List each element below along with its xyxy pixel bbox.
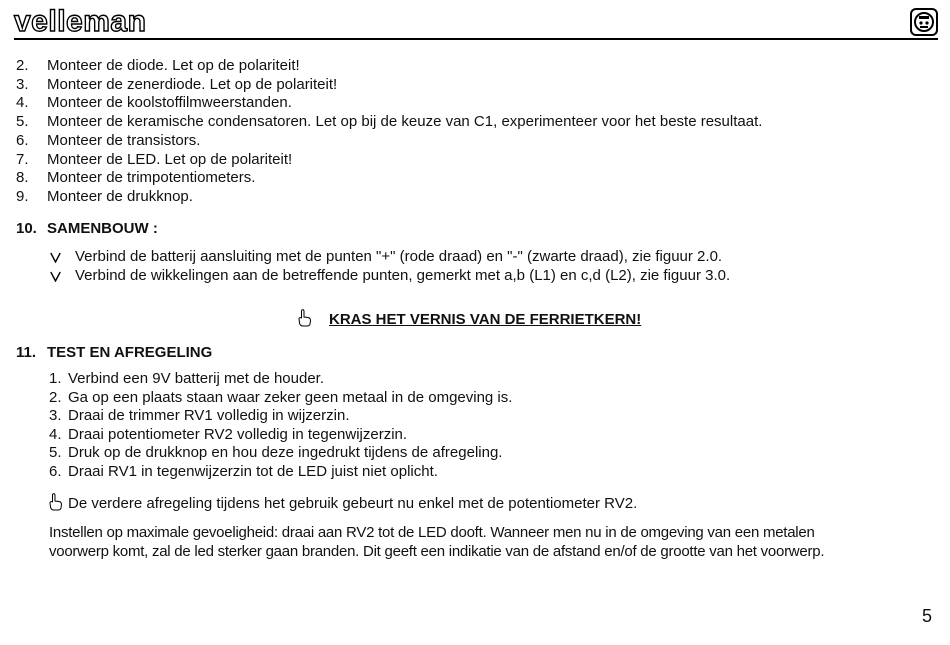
sensitivity-paragraph — [49, 523, 929, 561]
paragraph-line: voorwerp komt, zal de led sterker gaan branden. Dit geeft een indikatie van de afstand en/of de grootte van het voorwerp. — [49, 543, 825, 560]
warning-text: KRAS HET VERNIS VAN DE FERRIETKERN! — [329, 311, 642, 328]
page-header — [14, 6, 938, 40]
list-item: 1. Verbind een 9V batterij met de houder. — [49, 370, 325, 387]
velleman-logo: velleman — [14, 5, 147, 38]
list-item: 4. Monteer de koolstoffilmweerstanden. — [16, 94, 292, 112]
check-mark-icon — [50, 252, 61, 263]
list-item: 2. Monteer de diode. Let op de polariteit! — [16, 57, 300, 74]
list-item: 6. Monteer de transistors. — [16, 131, 201, 149]
list-item: Verbind de wikkelingen aan de betreffende punten, gemerkt met a,b (L1) en c,d (L2), zie figuur 3.0. — [50, 267, 730, 286]
list-item: 2. Ga op een plaats staan waar zeker geen metaal in de omgeving is. — [49, 388, 513, 406]
list-item: 5. Druk op de drukknop en hou deze ingedrukt tijdens de afregeling. — [49, 444, 503, 462]
pointing-hand-icon — [49, 493, 63, 511]
pointing-hand-icon — [298, 309, 312, 327]
samenbouw-list — [50, 248, 730, 286]
page-number: 5 — [921, 606, 932, 626]
list-item: 7. Monteer de LED. Let op de polariteit! — [16, 150, 293, 168]
note-text: De verdere afregeling tijdens het gebruik gebeurt nu enkel met de potentiometer RV2. — [68, 495, 638, 512]
list-item: 6. Draai RV1 in tegenwijzerzin tot de LED juist niet oplicht. — [49, 462, 438, 480]
list-item: 3. Monteer de zenerdiode. Let op de polariteit! — [16, 75, 338, 93]
list-item: 8. Monteer de trimpotentiometers. — [16, 169, 256, 187]
paragraph-line: Instellen op maximale gevoeligheid: draai aan RV2 tot de LED dooft. Wanneer men nu in de omgeving van een metalen — [49, 524, 815, 541]
header-rule — [14, 38, 938, 40]
test-steps-list — [49, 370, 513, 482]
list-item: 4. Draai potentiometer RV2 volledig in tegenwijzerzin. — [49, 425, 408, 443]
list-item: 5. Monteer de keramische condensatoren. Let op bij de keuze van C1, experimenteer voor het beste resultaat. — [16, 113, 763, 131]
list-item: 9. Monteer de drukknop. — [16, 187, 193, 205]
list-item: Verbind de batterij aansluiting met de punten "+" (rode draad) en "-" (zwarte draad), zie figuur 2.0. — [50, 248, 730, 267]
assembly-steps-list — [16, 57, 763, 207]
check-mark-icon — [50, 271, 61, 282]
kit-badge-icon — [910, 8, 938, 36]
list-item: 3. Draai de trimmer RV1 volledig in wijzerzin. — [49, 407, 350, 425]
